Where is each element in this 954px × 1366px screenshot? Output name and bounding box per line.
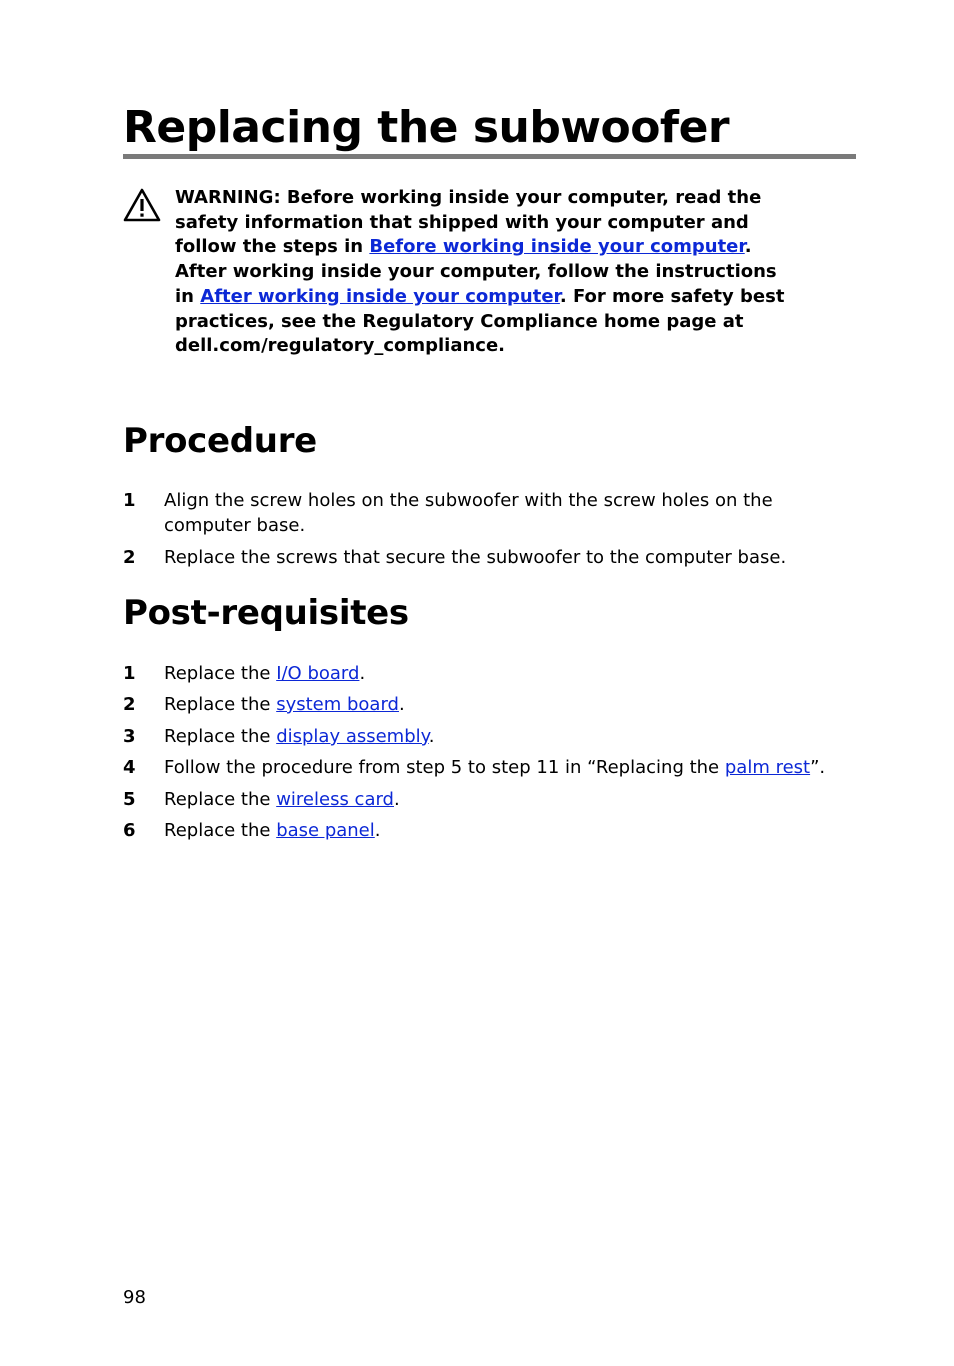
warning-line: dell.com/regulatory_compliance. — [175, 335, 506, 357]
postrequisite-step — [123, 787, 856, 812]
step-number: 5 — [123, 789, 136, 810]
warning-triangle-icon — [123, 188, 161, 222]
system-board-link[interactable]: system board — [276, 694, 399, 715]
step-number: 2 — [123, 694, 136, 715]
step-number: 6 — [123, 820, 136, 841]
warning-message — [175, 186, 855, 359]
step-text: Replace the system board. — [164, 694, 405, 715]
step-text: Follow the procedure from step 5 to step 11 in “Replacing the palm rest”. — [164, 757, 826, 778]
palm-rest-link[interactable]: palm rest — [724, 757, 811, 778]
procedure-step — [123, 545, 856, 570]
step-text: Replace the I/O board. — [164, 663, 366, 684]
step-text: computer base. — [164, 515, 306, 536]
step-number: 4 — [123, 757, 136, 778]
warning-line: WARNING: Before working inside your computer, read the — [175, 187, 762, 208]
postrequisites-heading: Post-requisites — [123, 593, 409, 633]
step-text: Align the screw holes on the subwoofer with the screw holes on the — [164, 490, 773, 511]
warning-line: follow the steps in Before working inside your computer. — [175, 236, 752, 258]
after-working-link[interactable]: After working inside your computer — [200, 285, 560, 307]
step-text: Replace the wireless card. — [164, 789, 400, 810]
before-working-link[interactable]: Before working inside your computer — [369, 236, 745, 258]
postrequisite-step — [123, 724, 856, 749]
step-text: Replace the display assembly. — [164, 726, 435, 747]
step-text: Replace the base panel. — [164, 820, 381, 841]
postrequisite-step — [123, 692, 856, 717]
io-board-link[interactable]: I/O board — [276, 663, 360, 684]
step-text: Replace the screws that secure the subwoofer to the computer base. — [164, 547, 787, 568]
warning-line: practices, see the Regulatory Compliance home page at — [175, 310, 744, 332]
display-assembly-link[interactable]: display assembly — [276, 726, 429, 747]
wireless-card-link[interactable]: wireless card — [276, 789, 394, 810]
procedure-heading: Procedure — [123, 421, 317, 461]
step-number: 2 — [123, 547, 136, 568]
base-panel-link[interactable]: base panel — [276, 820, 375, 841]
warning-line: safety information that shipped with your computer and — [175, 211, 749, 233]
warning-line: in After working inside your computer. For more safety best — [175, 285, 785, 307]
title-rule — [123, 154, 856, 159]
page-title: Replacing the subwoofer — [123, 102, 730, 153]
step-number: 1 — [123, 490, 136, 511]
postrequisite-step — [123, 818, 856, 843]
postrequisite-step — [123, 755, 856, 780]
procedure-step — [123, 488, 856, 538]
warning-line: After working inside your computer, follow the instructions — [175, 261, 777, 283]
step-number: 1 — [123, 663, 136, 684]
page-number: 98 — [123, 1287, 146, 1308]
postrequisite-step — [123, 661, 856, 686]
step-number: 3 — [123, 726, 136, 747]
